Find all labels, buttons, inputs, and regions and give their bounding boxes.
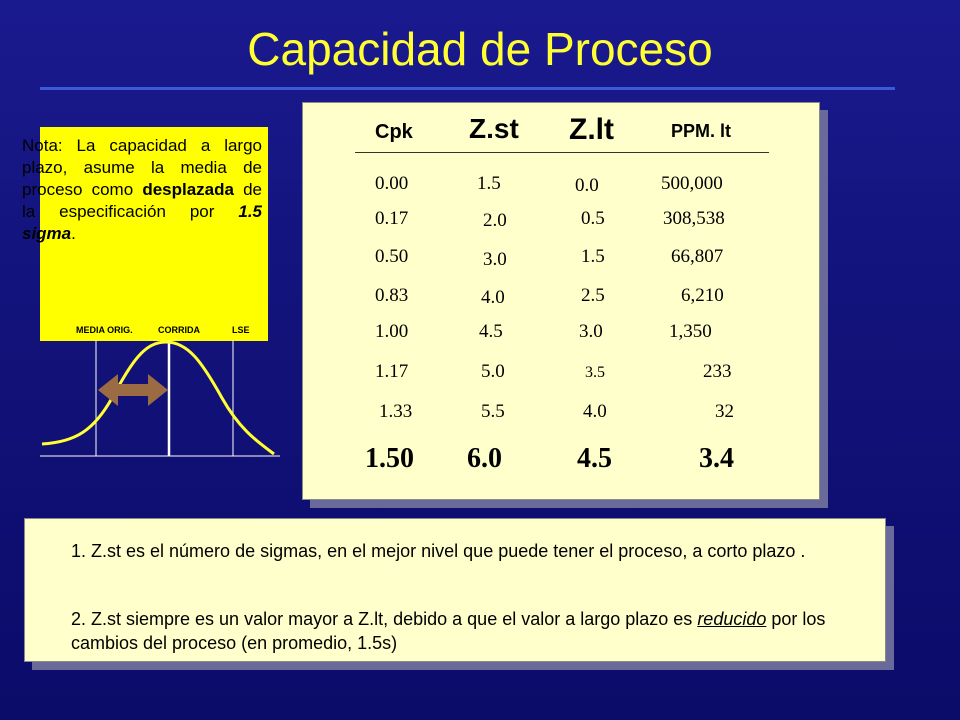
cell-zlt: 3.5 [585, 364, 605, 381]
cell-cpk: 0.83 [375, 285, 409, 306]
header-zlt: Z.lt [569, 113, 614, 146]
cell-ppm: 1,350 [669, 321, 712, 342]
cell-cpk: 1.00 [375, 321, 409, 342]
cell-zlt: 0.5 [581, 208, 605, 229]
highlight-cpk: 1.50 [365, 443, 414, 474]
cell-zst: 5.0 [481, 361, 505, 382]
cell-zlt: 1.5 [581, 246, 605, 267]
capability-table [302, 102, 820, 500]
header-divider [355, 152, 769, 153]
note-emphasis: desplazada [142, 180, 234, 199]
cell-cpk: 0.50 [375, 246, 409, 267]
cell-zlt: 2.5 [581, 285, 605, 306]
header-ppm: PPM. lt [671, 121, 732, 141]
cell-zlt: 0.0 [575, 175, 599, 196]
cell-ppm: 233 [703, 361, 732, 382]
label-media-orig: MEDIA ORIG. [76, 325, 133, 335]
note-item-2 [71, 607, 851, 655]
cell-ppm: 308,538 [663, 208, 725, 229]
note-item-1: 1. Z.st es el número de sigmas, en el mejor nivel que puede tener el proceso, a corto plazo . [71, 541, 806, 561]
note-emphasis: 1.5 sigma [22, 202, 262, 243]
cell-zst: 5.5 [481, 401, 505, 422]
notes-panel [24, 518, 886, 662]
cell-zst: 4.5 [479, 321, 503, 342]
normal-curve-illustration [36, 338, 286, 468]
note-text-part: Nota: La capacidad a largo plazo, asume la media de proceso como [22, 136, 262, 199]
note-item-2-text: 2. Z.st siempre es un valor mayor a Z.lt, debido a que el valor a largo plazo es [71, 609, 698, 629]
note-item-2-emphasis: reducido [697, 609, 767, 629]
cell-cpk: 0.00 [375, 173, 409, 194]
highlight-zst: 6.0 [467, 443, 502, 474]
note-text-part: de la especificación por [22, 180, 263, 221]
page-title: Capacidad de Proceso [247, 23, 713, 75]
note-text [22, 135, 262, 245]
cell-zlt: 4.0 [583, 401, 607, 422]
header-zst: Z.st [469, 113, 519, 144]
note-item-2-text: por los cambios del proceso (en promedio, 1.5s) [71, 609, 826, 653]
cell-ppm: 32 [715, 401, 734, 422]
label-lse: LSE [232, 325, 250, 335]
cell-cpk: 1.33 [379, 401, 413, 422]
cell-ppm: 66,807 [671, 246, 724, 267]
note-text-part: . [71, 224, 76, 243]
title-divider [40, 87, 895, 90]
highlight-ppm: 3.4 [699, 443, 734, 474]
cell-cpk: 1.17 [375, 361, 409, 382]
cell-zst: 4.0 [481, 287, 505, 308]
cell-zst: 3.0 [483, 249, 507, 270]
cell-zst: 1.5 [477, 173, 501, 194]
cell-zst: 2.0 [483, 210, 507, 231]
cell-cpk: 0.17 [375, 208, 409, 229]
header-cpk: Cpk [375, 121, 413, 143]
cell-ppm: 500,000 [661, 173, 723, 194]
highlight-zlt: 4.5 [577, 443, 612, 474]
cell-ppm: 6,210 [681, 285, 724, 306]
cell-zlt: 3.0 [579, 321, 603, 342]
label-corrida: CORRIDA [158, 325, 200, 335]
